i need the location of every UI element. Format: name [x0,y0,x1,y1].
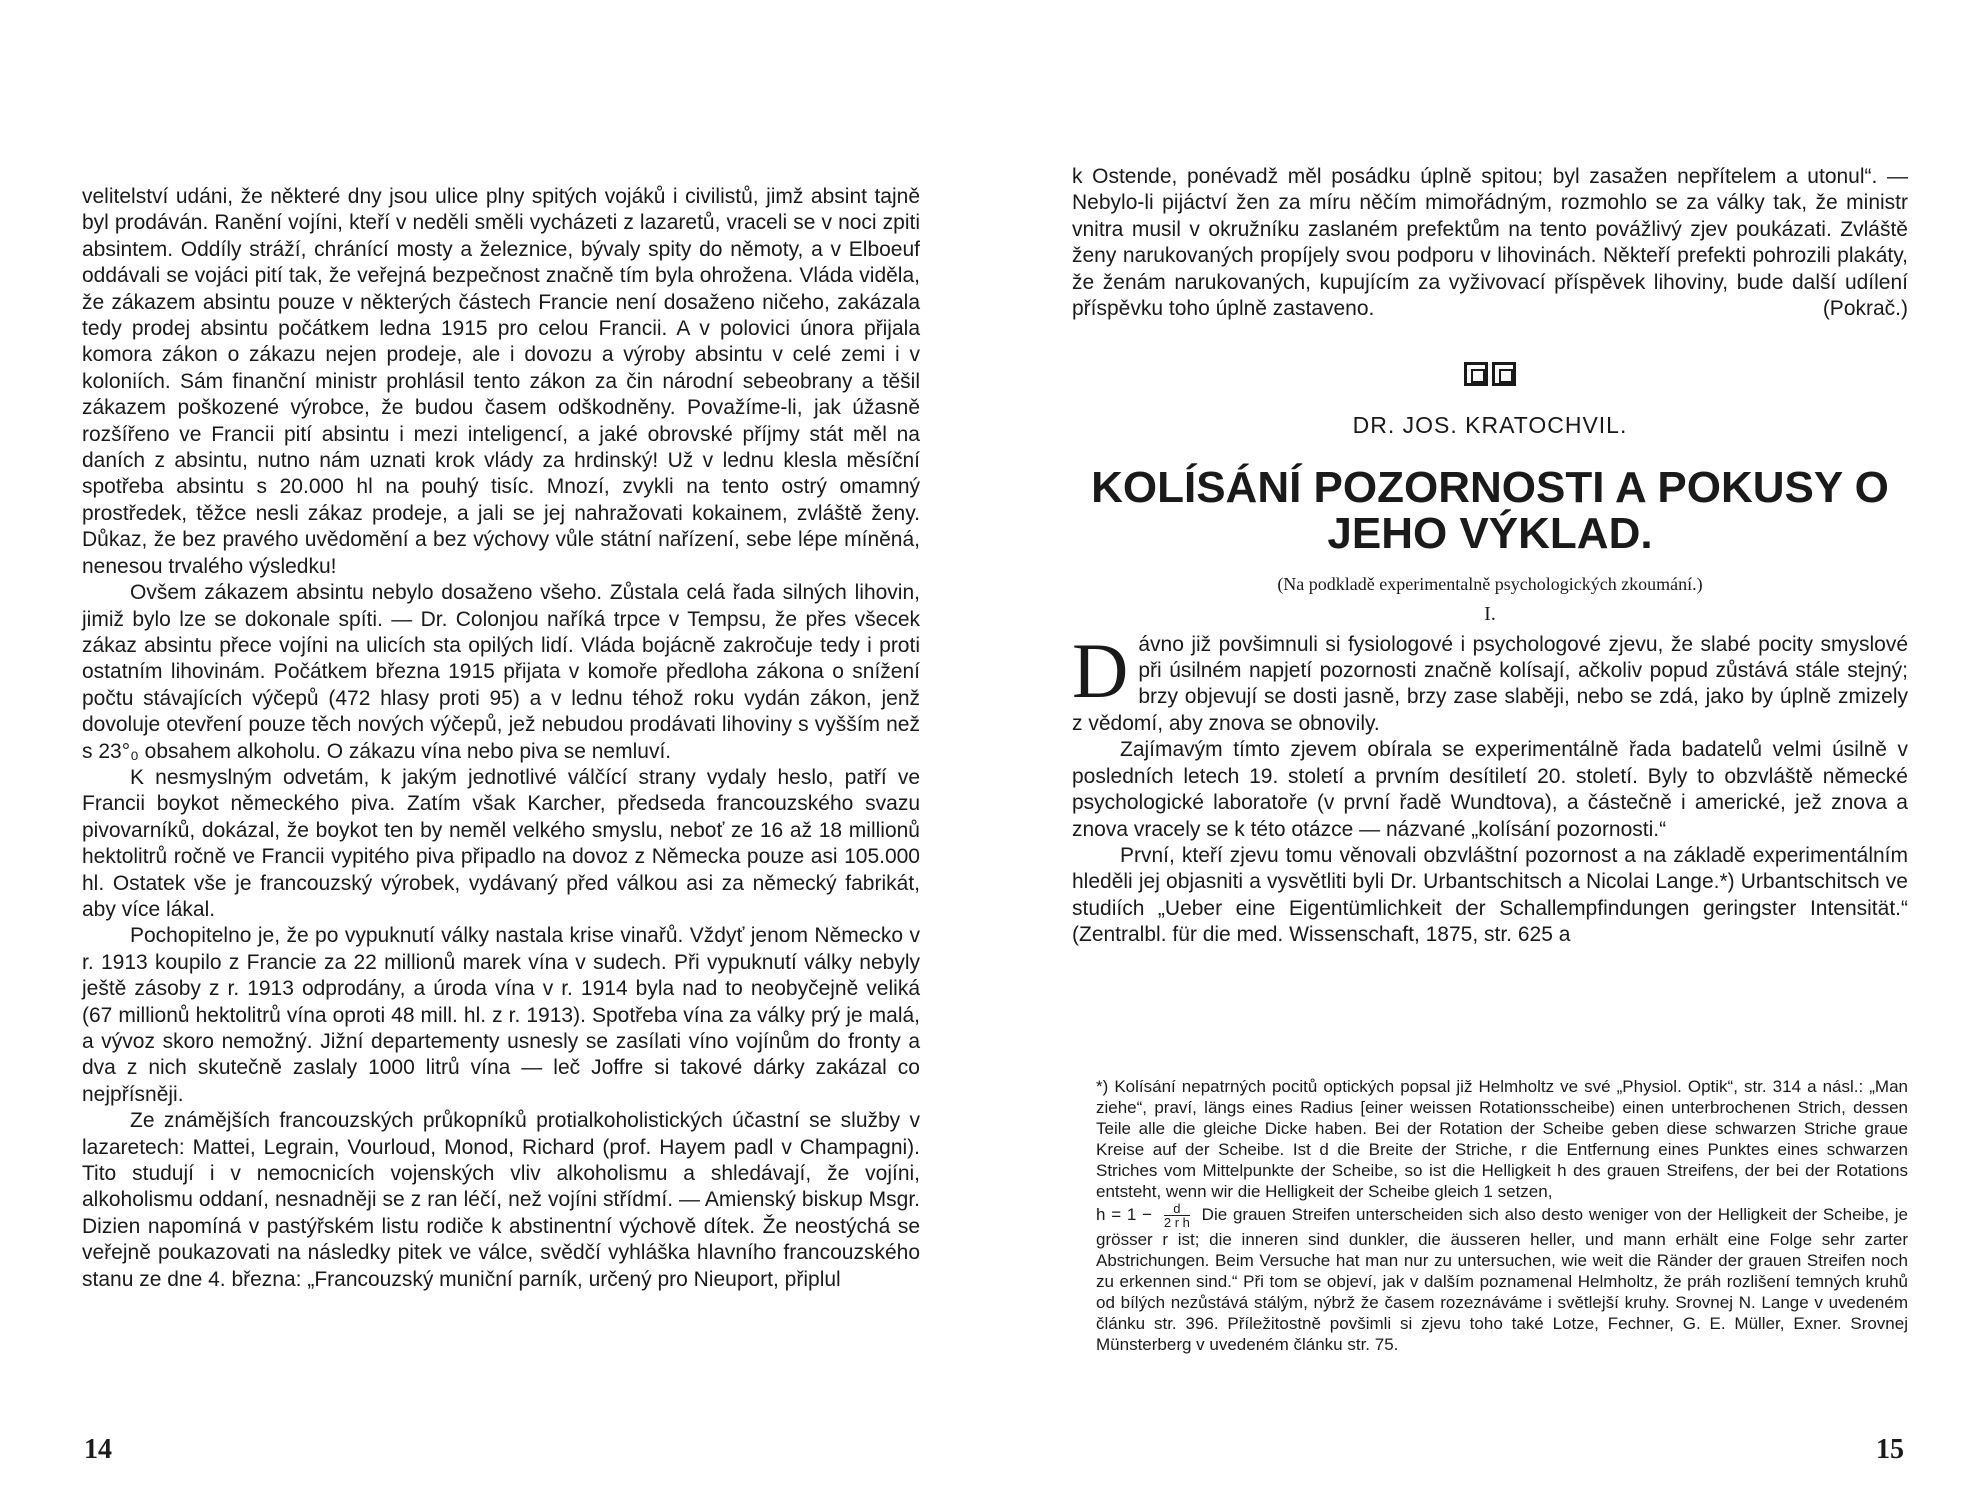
drop-cap: D [1072,626,1129,714]
continuation-text: k Ostende, ponévadž měl posádku úplně spitou; byl zasažen nepřítelem a utonul“. — Nebylo-li pijáctví žen za míru něčím mimořádným, rozmohlo se za války tak, že ministr vnitra musil v okružníku zaslaném prefektům na tento povážlivý zjev poukázati. Zvláště ženy narukovaných propíjely svou podporu v lihovinách. Někteří prefekti pohrozili plakáty, že ženám narukovaných, kupujícím za vyživovací příspěvek lihoviny, bude další udílení příspěvku toho úplně zastaveno. [1072,165,1908,321]
left-text-column [82,184,920,1293]
continuation-paragraph [1072,164,1908,322]
paragraph: Pochopitelno je, že po vypuknutí války nastala krise vinařů. Vždyť jenom Německo v r. 1913 koupilo z Francie za 22 millionů marek vína v sudech. Při vypuknutí války nebyly ještě zásoby z r. 1913 odprodány, a úroda vína v r. 1914 byla nad to neobyčejně veliká (67 millionů hektolitrů vína oproti 48 mill. hl. z r. 1913). Spotřeba vína za války prý je malá, a vývoz skoro nemožný. Jižní departementy usnesly se zasílati víno vojínům do fronty a dva z nich skutečně zaslaly 1000 litrů vína — leč Joffre si takové dárky zakázal co nejpřísněji. [82,924,920,1106]
intro-paragraph [1072,626,1908,738]
formula-left: h = 1 − [1096,1204,1153,1224]
article-subtitle: (Na podkladě experimentalně psychologických zkoumání.) [1277,573,1703,594]
continued-note: (Pokrač.) [1822,297,1908,321]
paragraph: K nesmyslným odvetám, k jakým jednotlivé válčící strany vydaly heslo, patří ve Francii boykot německého piva. Zatím však Karcher, předseda francouzského svazu pivovarníků, dokázal, že boykot ten by neměl velkého smyslu, neboť ze 16 až 18 millionů hektolitrů ročně ve Francii vypitého piva připadlo na dovoz z Německa pouze asi 105.000 hl. Ostatek vše je francouzský výrobek, vydávaný před válkou asi za německý fabrikát, aby více lákal. [82,765,920,921]
page-number: 15 [1876,1434,1904,1465]
section-number: I. [1484,603,1496,626]
paragraph: Zajímavým tímto zjevem obírala se experimentálně řada badatelů velmi úsilně v posledních letech 19. století a prvním desítiletí 20. století. Byly to obzvláště německé psychologické laboratoře (v první řadě Wundtova), a částečně i americké, jež znova a znova vracely se k této otázce — názvané „kolísání pozornosti.“ [1072,738,1908,841]
page-number: 14 [84,1434,112,1465]
footnote [1096,1076,1908,1355]
paragraph: Ze známějších francouzských průkopníků protialkoholistických účastní se služby v lazaretech: Mattei, Legrain, Vourloud, Monod, Richard (prof. Hayem padl v Champagni). Tito studují i v nemocnicích vojenských vliv alkoholismu a shledávají, že vojíni, alkoholismu oddaní, nesnadněji se z ran léčí, než vojíni střídmí. — Amienský biskup Msgr. Dizien napomíná v pastýřském listu rodiče k abstinentní výchově dítek. Že neostýchá se veřejně poukazovati na následky pitek ve válce, svědčí vyhláška hlavního francouzského stanu ze dne 4. března: „Francouzský muniční parník, určený pro Nieuport, připlul [82,1109,920,1291]
footnote-text: Die grauen Streifen unterscheiden sich also desto weniger von der Helligkeit der Scheibe, je grösser r ist; die inneren sind dunkler, die äusseren heller, und mann erhält eine Folge sehr zarter Abstrichungen. Beim Versuche hat man nur zu untersuchen, wie weit die Ränder der grauen Streifen noch zu erkennen sind.“ Při tom se objeví, jak v dalším poznamenal Helmholtz, že práh rozlišení temných kruhů od bílých nezůstává stálým, nýbrž že časem rozeznáváme i světlejší kruhy. Srovnej N. Lange v uvedeném článku str. 396. Příležitostně povšimli si zjevu toho také Lotze, Fechner, G. E. Müller, Exner. Srovnej Münsterberg v uvedeném článku str. 75. [1096,1204,1908,1354]
footnote-text: *) Kolísání nepatrných pocitů optických popsal již Helmholtz ve své „Physiol. Optik“, str. 314 a násl.: „Man ziehe“, praví, längs eines Radius [einer weissen Rotationsscheibe) einen unterbrochenen Strich, dessen Teile alle die gleiche Dicke haben. Bei der Rotation der Scheibe geben diese schwarzen Striche graue Kreise auf der Scheibe. Ist d die Breite der Striche, r die Entfernung eines Punktes eines schwarzen Striches vom Mittelpunkte der Scheibe, so ist die Helligkeit h des grauen Streifens, der bei der Rotations entsteht, wenn wir die Helligkeit der Scheibe gleich 1 setzen, [1096,1077,1908,1201]
right-text-column [1072,164,1908,949]
paragraph: První, kteří zjevu tomu věnovali obzvláštní pozornost a na základě experimentálním hleděli jej objasniti a vysvětliti byli Dr. Urbantschitsch a Nicolai Lange.*) Urbantschitsch ve studiích „Ueber eine Eigentümlichkeit der Schallempfindungen geringster Intensität.“ (Zentralbl. für die med. Wissenschaft, 1875, str. 625 a [1072,843,1908,947]
formula-fraction [1164,1202,1190,1229]
intro-text: ávno již povšimnuli si fysiologové i psychologové zjevu, že slabé pocity smyslové při úsilném napjetí pozornosti značně kolísají, ačkoliv popud zůstává stále stejný; brzy objevují se dosti jasně, brzy zase slaběji, nebo se zdá, jako by úplně zmizely z vědomí, aby znova se obnovily. [1072,632,1908,735]
formula-denominator: 2 r h [1163,1215,1190,1230]
right-page [992,0,1984,1500]
formula-numerator: d [1164,1202,1190,1216]
article-title: KOLÍSÁNÍ POZORNOSTI A POKUSY O JEHO VÝKLAD. [1091,462,1889,558]
ornament-icon [1462,362,1518,388]
paragraph: velitelství udáni, že některé dny jsou ulice plny spitých vojáků i civilistů, jimž absint tajně byl prodáván. Ranění vojíni, kteří v neděli směli vycházeti z lazaretů, vraceli se v noci zpiti absintem. Oddíly stráží, chránící mosty a železnice, bývaly spity do němoty, a v Elboeuf oddávali se vojáci pití tak, že veřejná bezpečnost značně tím byla ohrožena. Vláda viděla, že zákazem absintu pouze v některých částech Francie není dosaženo ničeho, zakázala tedy prodej absintu počátkem ledna 1915 pro celou Francii. A v polovici února přijala komora zákon o zákazu nejen prodeje, ale i dovozu a výroby absintu v celé zemi i v koloniích. Sám finanční ministr prohlásil tento zákon za čin národní sebeobrany a těšil zákazem poškozené výrobce, že budou časem odškodněny. Považíme-li, jak úžasně rozšířeno ve Francii pití absintu i mezi inteligencí, a jaké obrovské příjmy stát měl na daních z absintu, nutno nám uznati krok vlády za hrdinský! Už v lednu klesla měsíční spotřeba absintu s 20.000 hl na pouhý tisíc. Mnozí, zvykli na tento ostrý omamný prostředek, těžce nesli zákaz prodeje, a jali se jej nahražovati kokainem, zvláště ženy. Důkaz, že bez pravého uvědomění a bez výchovy vůle státní nařízení, sebe lépe míněná, nenesou trvalého výsledku! [82,185,920,578]
article-author: DR. JOS. KRATOCHVIL. [1352,412,1628,439]
paragraph: Ovšem zákazem absintu nebylo dosaženo všeho. Zůstala celá řada silných lihovin, jimiž bylo lze se dokonale spíti. — Dr. Colonjou naříká trpce v Tempsu, že přes všecek zákaz absintu přece vojíni na ulicích sta opilých lidí. Vláda bojácně zakročuje tedy i proti ostatním lihovinám. Počátkem března 1915 přijata v komoře předloha zákona o snížení počtu stávajících výčepů (472 hlasy proti 95) a v lednu téhož roku vydán zákon, jenž dovoluje otevření pouze těch nových výčepů, jež nebudou prodávati lihoviny s vyšším než s 23°₀ obsahem alkoholu. O zákazu vína nebo piva se nemluví. [82,581,920,763]
